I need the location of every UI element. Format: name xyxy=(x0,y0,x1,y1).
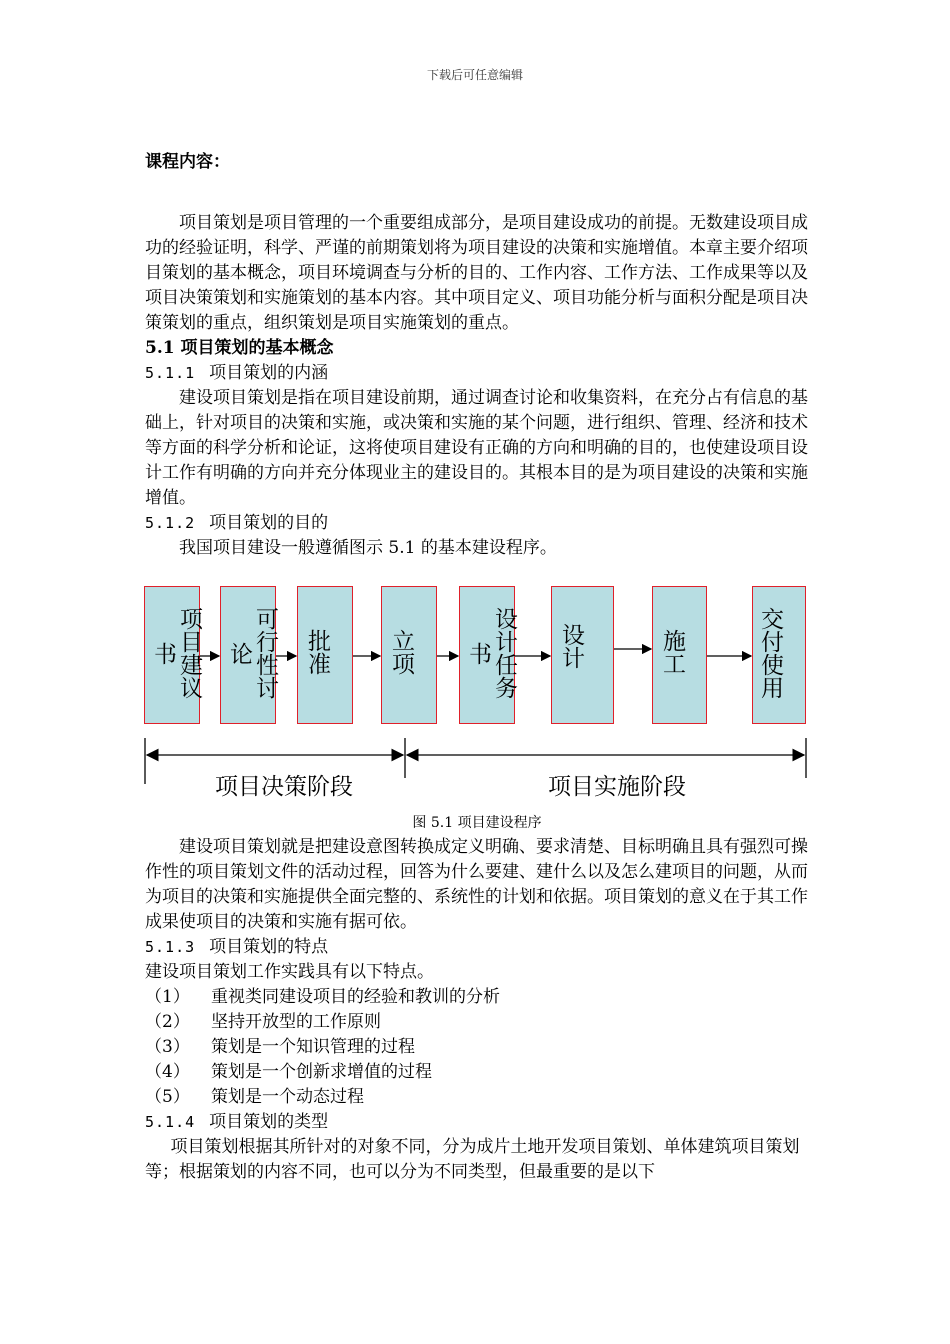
box-text-col1: 设计 xyxy=(558,623,584,669)
list-number: （2） xyxy=(145,1012,190,1032)
section-heading-5-1: 5.1 项目策划的基本概念 xyxy=(145,338,334,358)
box-text-col1: 批准 xyxy=(304,629,330,675)
subheading-number: 5.1.2 xyxy=(145,514,196,532)
paragraph-5-1-4: 项目策划根据其所针对的对象不同，分为成片土地开发项目策划、单体建筑项目策划等；根据策划的内容不同，也可以分为不同类型，但最重要的是以下 xyxy=(145,1137,800,1182)
list-number: （4） xyxy=(145,1062,190,1082)
list-item xyxy=(145,1010,809,1035)
subheading-5-1-2 xyxy=(145,511,809,536)
subheading-5-1-4 xyxy=(145,1110,809,1135)
list-text: 策划是一个知识管理的过程 xyxy=(211,1037,415,1057)
box-text-col1: 论 xyxy=(226,642,252,665)
list-item xyxy=(145,1035,809,1060)
phase-label-decision: 项目决策阶段 xyxy=(215,774,353,800)
course-title: 课程内容： xyxy=(145,152,230,172)
list-item xyxy=(145,985,809,1010)
box-text-col1: 交付使用 xyxy=(757,607,783,699)
header-note: 下载后可任意编辑 xyxy=(426,68,523,82)
flow-box-project-proposal xyxy=(144,586,200,724)
flow-box-project-initiation xyxy=(381,586,437,724)
box-text-col2: 可行性讨 xyxy=(252,607,278,699)
subheading-number: 5.1.4 xyxy=(145,1113,196,1131)
subheading-5-1-3 xyxy=(145,935,809,960)
box-text-col1: 书 xyxy=(150,642,176,665)
flow-box-design-assignment xyxy=(459,586,515,724)
list-item xyxy=(145,1085,809,1110)
list-text: 坚持开放型的工作原则 xyxy=(211,1012,381,1032)
subheading-title: 项目策划的内涵 xyxy=(209,363,329,383)
flow-box-delivery xyxy=(752,586,806,724)
phase-label-implementation: 项目实施阶段 xyxy=(548,774,686,800)
list-text: 策划是一个创新求增值的过程 xyxy=(211,1062,432,1082)
list-text: 策划是一个动态过程 xyxy=(211,1087,364,1107)
box-text-col1: 立项 xyxy=(388,629,414,675)
paragraph-5-1-2b: 建设项目策划就是把建设意图转换成定义明确、要求清楚、目标明确且具有强烈可操作性的项目策划文件的活动过程，回答为什么要建、建什么以及怎么建项目的问题，从而为项目的决策和实施提供全面完整的、系统性的计划和依据。项目策划的意义在于其工作成果使项目的决策和实施有据可依。 xyxy=(145,837,808,932)
paragraph-5-1-2: 我国项目建设一般遵循图示 5.1 的基本建设程序。 xyxy=(179,538,557,558)
subheading-number: 5.1.3 xyxy=(145,938,196,956)
list-number: （1） xyxy=(145,987,190,1007)
paragraph-5-1-3: 建设项目策划工作实践具有以下特点。 xyxy=(145,962,434,982)
box-text-col1: 书 xyxy=(465,642,491,665)
subheading-5-1-1 xyxy=(145,361,809,386)
box-text-col2: 项目建议 xyxy=(176,607,202,699)
subheading-title: 项目策划的类型 xyxy=(209,1112,329,1132)
box-text-col1: 施工 xyxy=(659,629,685,675)
flow-box-construction xyxy=(652,586,707,724)
subheading-number: 5.1.1 xyxy=(145,364,196,382)
subheading-title: 项目策划的目的 xyxy=(209,513,329,533)
box-text-col2: 设计任务 xyxy=(491,607,517,699)
intro-paragraph: 项目策划是项目管理的一个重要组成部分，是项目建设成功的前提。无数建设项目成功的经验证明，科学、严谨的前期策划将为项目建设的决策和实施增值。本章主要介绍项目策划的基本概念，项目环境调查与分析的目的、工作内容、工作方法、工作成果等以及项目决策策划和实施策划的基本内容。其中项目定义、项目功能分析与面积分配是项目决策策划的重点，组织策划是项目实施策划的重点。 xyxy=(145,213,808,333)
list-text: 重视类同建设项目的经验和教训的分析 xyxy=(211,987,500,1007)
flow-box-feasibility-study xyxy=(220,586,276,724)
list-item xyxy=(145,1060,809,1085)
subheading-title: 项目策划的特点 xyxy=(209,937,329,957)
flow-box-approval xyxy=(297,586,353,724)
figure-caption: 图 5.1 项目建设程序 xyxy=(412,815,542,831)
flow-box-design xyxy=(551,586,614,724)
list-number: （5） xyxy=(145,1087,190,1107)
paragraph-5-1-1: 建设项目策划是指在项目建设前期，通过调查讨论和收集资料，在充分占有信息的基础上，针对项目的决策和实施，或决策和实施的某个问题，进行组织、管理、经济和技术等方面的科学分析和论证，这将使项目建设有正确的方向和明确的目的，也使建设项目设计工作有明确的方向并充分体现业主的建设目的。其根本目的是为项目建设的决策和实施增值。 xyxy=(145,388,808,508)
list-number: （3） xyxy=(145,1037,190,1057)
